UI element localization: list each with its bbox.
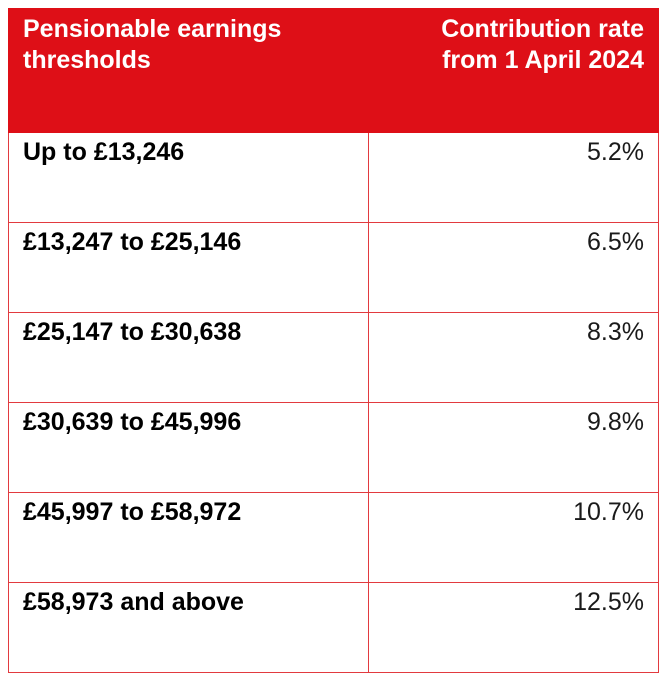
contribution-rate-cell: 5.2% [369,133,659,223]
header-contribution-rate [369,9,659,133]
table-row [9,313,659,403]
contribution-rates-table [8,8,659,673]
earnings-band-cell: £58,973 and above [9,583,369,673]
header-rate-line-1: Contribution rate [441,15,644,43]
header-earnings-line-1: Pensionable earnings [23,15,282,43]
earnings-band-cell: £30,639 to £45,996 [9,403,369,493]
table-header-row [9,9,659,133]
table-row [9,223,659,313]
contribution-rate-cell: 8.3% [369,313,659,403]
earnings-band-cell: £13,247 to £25,146 [9,223,369,313]
earnings-band-cell: £25,147 to £30,638 [9,313,369,403]
table-row [9,583,659,673]
header-earnings-thresholds [9,9,369,133]
contribution-rate-cell: 10.7% [369,493,659,583]
contribution-rate-cell: 9.8% [369,403,659,493]
table-row [9,133,659,223]
header-rate-line-2: from 1 April 2024 [442,46,644,74]
contribution-rate-cell: 12.5% [369,583,659,673]
earnings-band-cell: £45,997 to £58,972 [9,493,369,583]
earnings-band-cell: Up to £13,246 [9,133,369,223]
table-row [9,493,659,583]
table-row [9,403,659,493]
contribution-rate-cell: 6.5% [369,223,659,313]
header-earnings-line-2: thresholds [23,46,151,74]
